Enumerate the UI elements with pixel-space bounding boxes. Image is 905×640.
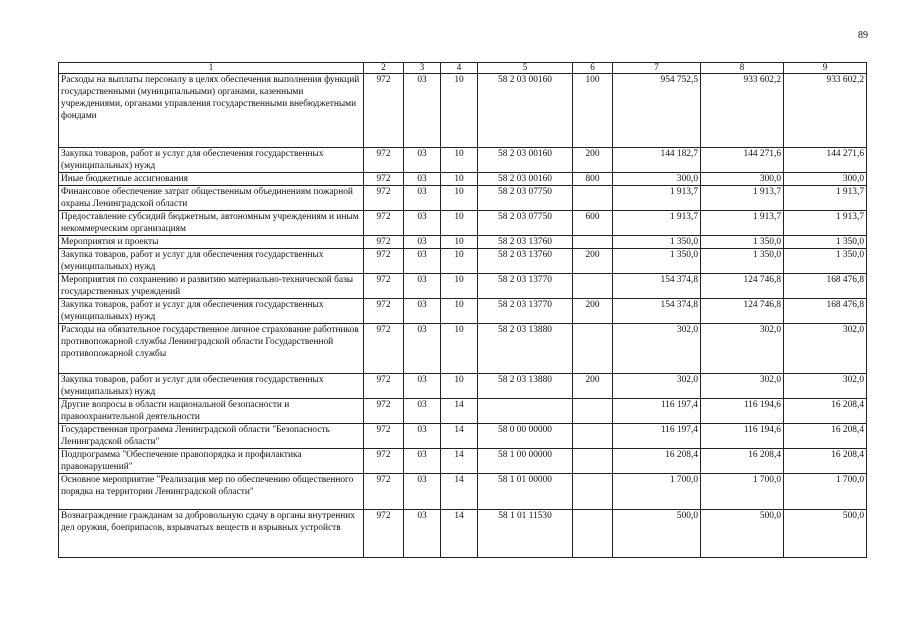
cell-rz: 03 (404, 186, 441, 211)
cell-ved: 972 (364, 173, 404, 186)
cell-pr: 10 (441, 249, 478, 274)
table-row (59, 299, 867, 324)
cell-vr (573, 449, 613, 474)
cell-sum-2021: 16 208,4 (613, 449, 701, 474)
table-row (59, 399, 867, 424)
cell-desc: Подпрограмма "Обеспечение правопорядка и профилактика правонарушений" (59, 449, 364, 474)
cell-csr: 58 1 01 00000 (478, 474, 573, 510)
cell-rz: 03 (404, 74, 441, 148)
cell-sum-2023: 1 350,0 (784, 249, 867, 274)
cell-desc: Иные бюджетные ассигнования (59, 173, 364, 186)
page-number: 89 (858, 30, 868, 41)
cell-pr: 10 (441, 236, 478, 249)
header-row (59, 63, 867, 74)
cell-sum-2023: 168 476,8 (784, 274, 867, 299)
cell-sum-2022: 16 208,4 (701, 449, 784, 474)
cell-ved: 972 (364, 236, 404, 249)
cell-ved: 972 (364, 249, 404, 274)
cell-sum-2022: 1 350,0 (701, 249, 784, 274)
cell-sum-2023: 500,0 (784, 510, 867, 558)
cell-csr: 58 2 03 13760 (478, 249, 573, 274)
cell-pr: 10 (441, 299, 478, 324)
cell-ved: 972 (364, 274, 404, 299)
cell-rz: 03 (404, 173, 441, 186)
cell-sum-2023: 1 350,0 (784, 236, 867, 249)
table-row (59, 510, 867, 558)
cell-ved: 972 (364, 299, 404, 324)
cell-desc: Другие вопросы в области национальной безопасности и правоохранительной деятельности (59, 399, 364, 424)
cell-sum-2022: 300,0 (701, 173, 784, 186)
cell-rz: 03 (404, 249, 441, 274)
cell-vr (573, 236, 613, 249)
cell-vr (573, 186, 613, 211)
cell-sum-2021: 300,0 (613, 173, 701, 186)
cell-rz: 03 (404, 324, 441, 374)
cell-sum-2022: 933 602,2 (701, 74, 784, 148)
cell-ved: 972 (364, 186, 404, 211)
cell-sum-2021: 1 913,7 (613, 211, 701, 236)
cell-sum-2023: 1 913,7 (784, 211, 867, 236)
cell-vr: 600 (573, 211, 613, 236)
cell-sum-2022: 116 194,6 (701, 399, 784, 424)
table-row (59, 474, 867, 510)
cell-desc: Закупка товаров, работ и услуг для обеспечения государственных (муниципальных) нужд (59, 249, 364, 274)
cell-vr (573, 510, 613, 558)
cell-sum-2023: 1 913,7 (784, 186, 867, 211)
cell-csr: 58 1 00 00000 (478, 449, 573, 474)
cell-sum-2021: 154 374,8 (613, 274, 701, 299)
table-row (59, 374, 867, 399)
cell-csr: 58 2 03 07750 (478, 186, 573, 211)
cell-rz: 03 (404, 374, 441, 399)
cell-vr (573, 399, 613, 424)
cell-sum-2021: 500,0 (613, 510, 701, 558)
cell-pr: 10 (441, 324, 478, 374)
table-body (59, 74, 867, 558)
cell-ved: 972 (364, 74, 404, 148)
cell-sum-2021: 116 197,4 (613, 399, 701, 424)
cell-ved: 972 (364, 211, 404, 236)
cell-vr: 200 (573, 374, 613, 399)
cell-sum-2023: 16 208,4 (784, 424, 867, 449)
cell-rz: 03 (404, 399, 441, 424)
table-row (59, 249, 867, 274)
cell-sum-2023: 933 602,2 (784, 74, 867, 148)
cell-sum-2023: 302,0 (784, 324, 867, 374)
cell-desc: Закупка товаров, работ и услуг для обеспечения государственных (муниципальных) нужд (59, 299, 364, 324)
cell-csr (478, 399, 573, 424)
cell-csr: 58 2 03 00160 (478, 74, 573, 148)
cell-ved: 972 (364, 449, 404, 474)
cell-sum-2022: 124 746,8 (701, 299, 784, 324)
cell-sum-2021: 954 752,5 (613, 74, 701, 148)
cell-sum-2023: 302,0 (784, 374, 867, 399)
cell-pr: 10 (441, 374, 478, 399)
cell-csr: 58 2 03 13760 (478, 236, 573, 249)
cell-sum-2023: 16 208,4 (784, 399, 867, 424)
table-row (59, 173, 867, 186)
cell-desc: Расходы на обязательное государственное личное страхование работников противопожарной службы Ленинградской области Государственной противопожарной службы (59, 324, 364, 374)
cell-vr: 800 (573, 173, 613, 186)
cell-sum-2023: 168 476,8 (784, 299, 867, 324)
table-row (59, 211, 867, 236)
cell-pr: 14 (441, 399, 478, 424)
cell-rz: 03 (404, 424, 441, 449)
cell-sum-2021: 116 197,4 (613, 424, 701, 449)
col-header-2: 2 (364, 63, 404, 74)
cell-vr (573, 474, 613, 510)
cell-ved: 972 (364, 374, 404, 399)
cell-sum-2021: 154 374,8 (613, 299, 701, 324)
cell-sum-2021: 302,0 (613, 324, 701, 374)
cell-desc: Мероприятия и проекты (59, 236, 364, 249)
cell-pr: 14 (441, 474, 478, 510)
cell-ved: 972 (364, 424, 404, 449)
col-header-1: 1 (59, 63, 364, 74)
cell-desc: Закупка товаров, работ и услуг для обеспечения государственных (муниципальных) нужд (59, 148, 364, 173)
table-row (59, 148, 867, 173)
cell-ved: 972 (364, 399, 404, 424)
cell-desc: Предоставление субсидий бюджетным, автономным учреждениям и иным некоммерческим организациям (59, 211, 364, 236)
cell-sum-2022: 1 913,7 (701, 211, 784, 236)
cell-rz: 03 (404, 211, 441, 236)
cell-pr: 10 (441, 74, 478, 148)
cell-csr: 58 2 03 13770 (478, 299, 573, 324)
cell-sum-2021: 1 350,0 (613, 236, 701, 249)
cell-pr: 10 (441, 186, 478, 211)
table-row (59, 236, 867, 249)
cell-vr (573, 274, 613, 299)
col-header-5: 5 (478, 63, 573, 74)
cell-rz: 03 (404, 474, 441, 510)
cell-rz: 03 (404, 449, 441, 474)
table-row (59, 324, 867, 374)
cell-desc: Вознаграждение гражданам за добровольную сдачу в органы внутренних дел оружия, боеприпасов, взрывчатых веществ и взрывных устройств (59, 510, 364, 558)
cell-sum-2022: 1 700,0 (701, 474, 784, 510)
cell-sum-2022: 144 271,6 (701, 148, 784, 173)
cell-pr: 14 (441, 424, 478, 449)
cell-desc: Основное мероприятие "Реализация мер по обеспечению общественного порядка на территории Ленинградской области" (59, 474, 364, 510)
cell-pr: 10 (441, 274, 478, 299)
col-header-3: 3 (404, 63, 441, 74)
cell-pr: 14 (441, 510, 478, 558)
cell-vr: 200 (573, 249, 613, 274)
cell-rz: 03 (404, 236, 441, 249)
cell-ved: 972 (364, 324, 404, 374)
cell-desc: Финансовое обеспечение затрат общественным объединениям пожарной охраны Ленинградской области (59, 186, 364, 211)
cell-rz: 03 (404, 274, 441, 299)
col-header-8: 8 (701, 63, 784, 74)
cell-desc: Мероприятия по сохранению и развитию материально-технической базы государственных учреждений (59, 274, 364, 299)
cell-csr: 58 1 01 11530 (478, 510, 573, 558)
cell-sum-2022: 124 746,8 (701, 274, 784, 299)
table-row (59, 274, 867, 299)
budget-table (58, 62, 867, 558)
cell-vr: 100 (573, 74, 613, 148)
cell-sum-2022: 302,0 (701, 374, 784, 399)
cell-pr: 10 (441, 148, 478, 173)
cell-pr: 14 (441, 449, 478, 474)
cell-csr: 58 2 03 00160 (478, 148, 573, 173)
cell-csr: 58 2 03 13770 (478, 274, 573, 299)
table-row (59, 449, 867, 474)
cell-csr: 58 2 03 13880 (478, 374, 573, 399)
cell-rz: 03 (404, 148, 441, 173)
cell-sum-2021: 302,0 (613, 374, 701, 399)
cell-sum-2021: 1 700,0 (613, 474, 701, 510)
cell-desc: Расходы на выплаты персоналу в целях обеспечения выполнения функций государственными (муниципальными) органами, казенными учреждениями, органами управления государственными внебюджетными фондами (59, 74, 364, 148)
cell-sum-2023: 144 271,6 (784, 148, 867, 173)
cell-sum-2021: 144 182,7 (613, 148, 701, 173)
cell-sum-2021: 1 350,0 (613, 249, 701, 274)
cell-pr: 10 (441, 173, 478, 186)
table-row (59, 74, 867, 148)
cell-rz: 03 (404, 510, 441, 558)
cell-vr: 200 (573, 299, 613, 324)
cell-sum-2022: 500,0 (701, 510, 784, 558)
cell-desc: Государственная программа Ленинградской области "Безопасность Ленинградской области" (59, 424, 364, 449)
cell-desc: Закупка товаров, работ и услуг для обеспечения государственных (муниципальных) нужд (59, 374, 364, 399)
cell-sum-2021: 1 913,7 (613, 186, 701, 211)
cell-vr (573, 324, 613, 374)
cell-vr (573, 424, 613, 449)
cell-csr: 58 2 03 00160 (478, 173, 573, 186)
cell-sum-2022: 302,0 (701, 324, 784, 374)
cell-ved: 972 (364, 474, 404, 510)
cell-csr: 58 2 03 13880 (478, 324, 573, 374)
cell-ved: 972 (364, 148, 404, 173)
cell-sum-2023: 300,0 (784, 173, 867, 186)
table-row (59, 186, 867, 211)
cell-ved: 972 (364, 510, 404, 558)
cell-vr: 200 (573, 148, 613, 173)
cell-pr: 10 (441, 211, 478, 236)
table-row (59, 424, 867, 449)
cell-sum-2022: 1 350,0 (701, 236, 784, 249)
col-header-9: 9 (784, 63, 867, 74)
cell-sum-2022: 116 194,6 (701, 424, 784, 449)
col-header-6: 6 (573, 63, 613, 74)
cell-csr: 58 2 03 07750 (478, 211, 573, 236)
cell-csr: 58 0 00 00000 (478, 424, 573, 449)
cell-sum-2023: 16 208,4 (784, 449, 867, 474)
col-header-4: 4 (441, 63, 478, 74)
cell-sum-2023: 1 700,0 (784, 474, 867, 510)
cell-sum-2022: 1 913,7 (701, 186, 784, 211)
col-header-7: 7 (613, 63, 701, 74)
cell-rz: 03 (404, 299, 441, 324)
